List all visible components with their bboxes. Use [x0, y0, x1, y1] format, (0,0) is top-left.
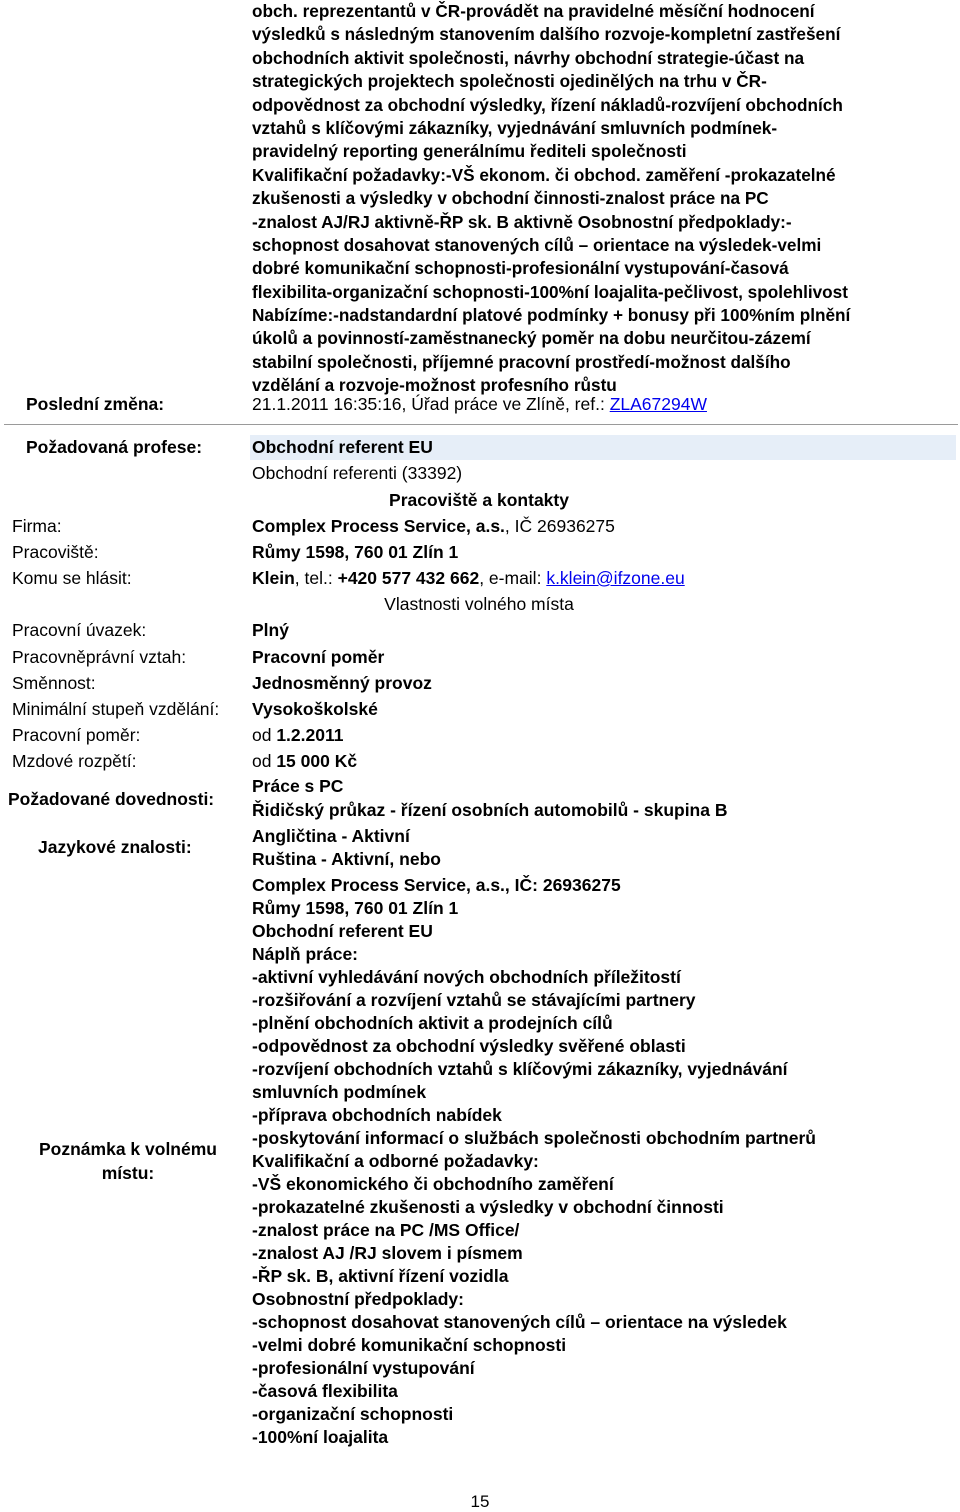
description-line: Nabízíme:-nadstandardní platové podmínky + bonusy při 100%ním plnění [252, 305, 851, 326]
contact-email-link[interactable]: k.klein@ifzone.eu [546, 568, 685, 588]
note-line: -profesionální vystupování [252, 1358, 475, 1378]
note-line: -prokazatelné zkušenosti a výsledky v obchodní činnosti [252, 1197, 724, 1217]
property-value-education: Vysokoškolské [252, 699, 378, 719]
note-line: -organizační schopnosti [252, 1404, 454, 1424]
start-prefix: od [252, 725, 277, 745]
description-line: -znalost AJ/RJ aktivně-ŘP sk. B aktivně Osobnostní předpoklady:- [252, 211, 792, 232]
note-line: -časová flexibilita [252, 1381, 398, 1401]
description-line: obchodních aktivit společnosti, návrhy obchodní strategie-účast na [252, 47, 805, 68]
last-change-value [252, 394, 707, 415]
section-divider [4, 424, 958, 425]
note-line: -ŘP sk. B, aktivní řízení vozidla [252, 1266, 509, 1286]
description-line: zkušenosti a výsledky v obchodní činnosti-znalost práce na PC [252, 188, 769, 209]
description-line: vzdělání a rozvoje-možnost profesního růstu [252, 375, 617, 396]
note-line: Complex Process Service, a.s., IČ: 26936275 [252, 875, 621, 895]
note-line: -rozvíjení obchodních vztahů s klíčovými zákazníky, vyjednávání [252, 1059, 788, 1079]
note-line: -VŠ ekonomického či obchodního zaměření [252, 1174, 614, 1194]
properties-heading: Vlastnosti volného místa [384, 594, 574, 614]
last-change-text: 21.1.2011 16:35:16, Úřad práce ve Zlíně, ref.: [252, 394, 610, 414]
note-line: Osobnostní předpoklady: [252, 1289, 464, 1309]
start-value [252, 725, 343, 746]
language-item: Ruština - Aktivní, nebo [252, 849, 441, 869]
note-line: Kvalifikační a odborné požadavky: [252, 1151, 539, 1171]
languages-label: Jazykové znalosti: [38, 837, 192, 857]
description-line: odpovědnost za obchodní výsledky, řízení nákladů-rozvíjení obchodních [252, 94, 843, 115]
property-label-education: Minimální stupeň vzdělání: [12, 699, 220, 719]
note-label: Poznámka k volnému místu: [39, 1139, 217, 1183]
property-label-relation: Pracovněprávní vztah: [12, 647, 187, 667]
skill-item: Práce s PC [252, 776, 344, 796]
skill-item: Řidičský průkaz - řízení osobních automobilů - skupina B [252, 800, 728, 820]
description-line: Kvalifikační požadavky:-VŠ ekonom. či obchod. zaměření -prokazatelné [252, 164, 836, 185]
profession-label: Požadovaná profese: [26, 437, 203, 457]
note-line: -příprava obchodních nabídek [252, 1105, 502, 1125]
note-line: smluvních podmínek [252, 1082, 427, 1102]
note-line: -znalost AJ /RJ slovem i písmem [252, 1243, 523, 1263]
description-line: dobré komunikační schopnosti-profesionální vystupování-časová [252, 258, 789, 279]
property-value-relation: Pracovní poměr [252, 647, 385, 667]
wage-value [252, 751, 357, 772]
start-label: Pracovní poměr: [12, 725, 141, 745]
profession-subvalue: Obchodní referenti (33392) [252, 463, 463, 483]
description-line: strategických projektech společnosti ojedinělých na trhu v ČR- [252, 71, 767, 92]
contact-name: Klein [252, 568, 295, 588]
start-date: 1.2.2011 [276, 725, 344, 745]
contacts-heading: Pracoviště a kontakty [389, 490, 569, 510]
job-description [252, 0, 954, 398]
note-line: -100%ní loajalita [252, 1427, 389, 1447]
contact-phone: +420 577 432 662 [337, 568, 480, 588]
description-line: flexibilita-organizační schopnosti-100%ní loajalita-pečlivost, spolehlivost [252, 281, 848, 302]
contact-label: Komu se hlásit: [12, 568, 132, 588]
workplace-value: Růmy 1598, 760 01 Zlín 1 [252, 542, 459, 562]
note-line: -odpovědnost za obchodní výsledky svěřené oblasti [252, 1036, 686, 1056]
description-line: schopnost dosahovat stanovených cílů – orientace na výsledek-velmi [252, 234, 822, 255]
firm-ic: , IČ 26936275 [504, 516, 615, 536]
note-line: Růmy 1598, 760 01 Zlín 1 [252, 898, 459, 918]
wage-amount: 15 000 Kč [276, 751, 358, 771]
wage-prefix: od [252, 751, 277, 771]
description-line: obch. reprezentantů v ČR-provádět na pravidelné měsíční hodnocení [252, 1, 815, 21]
firm-label: Firma: [12, 516, 62, 536]
tel-prefix: , tel.: [294, 568, 338, 588]
note-line: Obchodní referent EU [252, 921, 433, 941]
description-line: stabilní společnosti, příjemné pracovní prostředí-možnost dalšího [252, 351, 791, 372]
note-line: -plnění obchodních aktivit a prodejních cílů [252, 1013, 613, 1033]
contact-value [252, 568, 685, 589]
firm-name: Complex Process Service, a.s. [252, 516, 505, 536]
property-label-workload: Pracovní úvazek: [12, 620, 147, 640]
note-line: -poskytování informací o službách společnosti obchodním partnerů [252, 1128, 816, 1148]
description-line: výsledků s následným stanovením dalšího rozvoje-kompletní zastřešení [252, 24, 841, 45]
profession-value: Obchodní referent EU [250, 435, 956, 460]
description-line: úkolů a povinností-zaměstnanecký poměr na dobu neurčitou-zázemí [252, 328, 811, 349]
skills-label: Požadované dovednosti: [8, 789, 215, 809]
last-change-label: Poslední změna: [26, 394, 165, 414]
note-line: -rozšiřování a rozvíjení vztahů se stávajícími partnery [252, 990, 696, 1010]
property-value-shifts: Jednosměnný provoz [252, 673, 432, 693]
note-line: -schopnost dosahovat stanovených cílů – orientace na výsledek [252, 1312, 787, 1332]
page-number: 15 [470, 1492, 490, 1511]
description-line: vztahů s klíčovými zákazníky, vyjednávání smluvních podmínek- [252, 117, 778, 138]
email-prefix: , e-mail: [479, 568, 547, 588]
language-item: Angličtina - Aktivní [252, 826, 410, 846]
ref-link[interactable]: ZLA67294W [609, 394, 707, 414]
firm-value [252, 516, 615, 537]
note-line: Náplň práce: [252, 944, 358, 964]
property-value-workload: Plný [252, 620, 289, 640]
property-label-shifts: Směnnost: [12, 673, 96, 693]
note-line: -velmi dobré komunikační schopnosti [252, 1335, 567, 1355]
wage-label: Mzdové rozpětí: [12, 751, 137, 771]
note-text [252, 874, 952, 1449]
note-line: -aktivní vyhledávání nových obchodních příležitostí [252, 967, 681, 987]
workplace-label: Pracoviště: [12, 542, 99, 562]
note-line: -znalost práce na PC /MS Office/ [252, 1220, 520, 1240]
description-line: pravidelný reporting generálnímu řediteli společnosti [252, 141, 687, 162]
